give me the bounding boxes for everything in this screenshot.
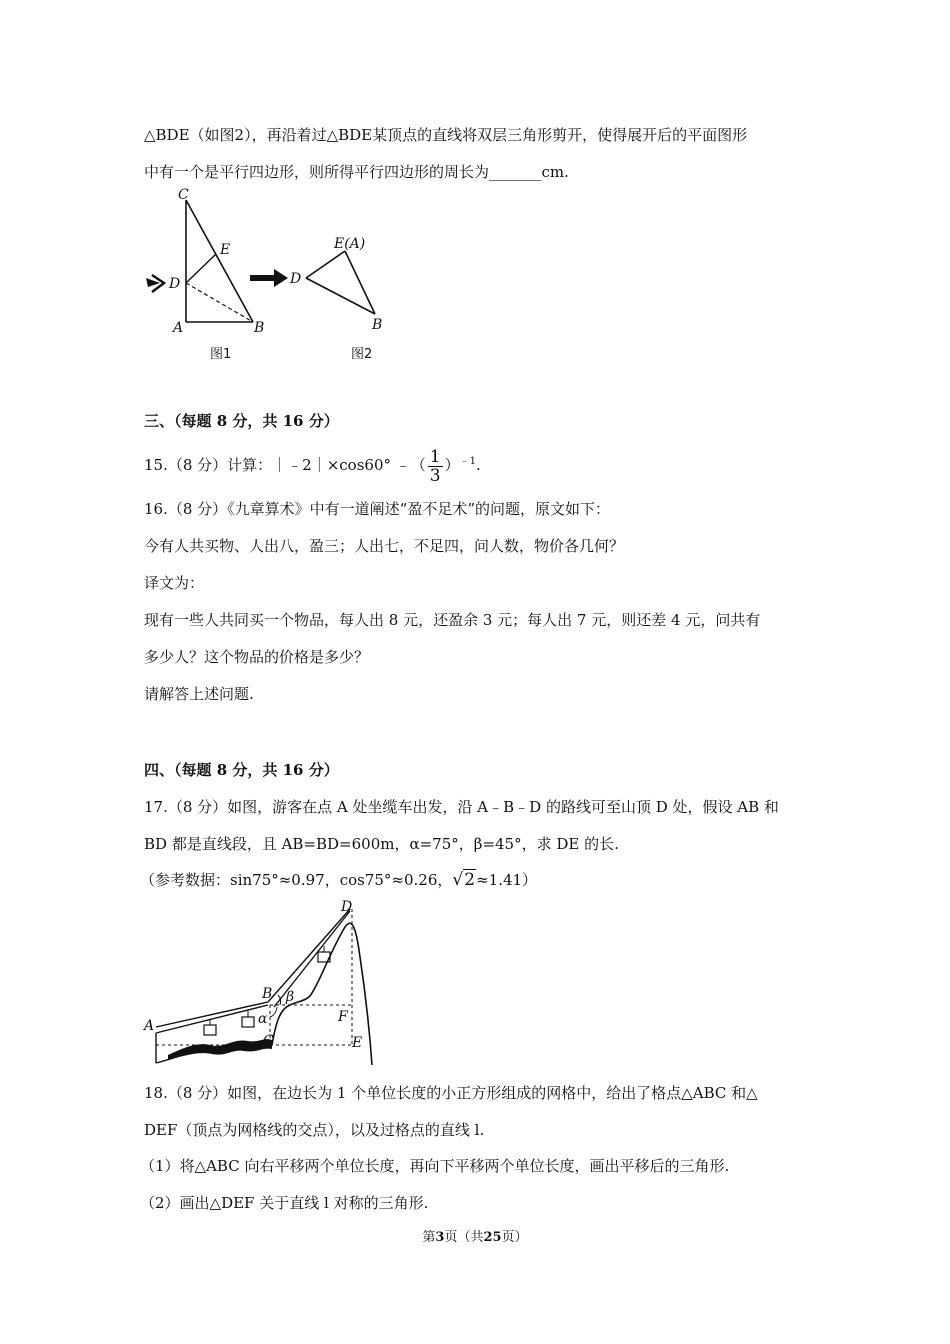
q16-line-6: 请解答上述问题. (144, 685, 254, 703)
q17-line-2: BD 都是直线段，且 AB=BD=600m，α=75°，β=45°，求 DE 的长. (144, 835, 619, 853)
q15-fraction (428, 448, 443, 485)
figure-cable-car (140, 897, 390, 1072)
fig1-caption: 图1 (210, 347, 232, 362)
q15-end: . (475, 456, 481, 474)
fig2-caption: 图2 (351, 347, 373, 362)
fig3-label-f: F (338, 1009, 348, 1025)
q18-line-4: （2）画出△DEF 关于直线 l 对称的三角形. (140, 1194, 429, 1212)
fig3-label-beta: β (286, 989, 295, 1005)
footer-total-pages: 25 (483, 1230, 502, 1245)
q17-ref-suffix: ≈1.41） (476, 871, 538, 889)
q15-frac-den: 3 (429, 465, 441, 486)
sqrt-symbol: √2 (452, 870, 476, 890)
fig2-label-b: B (372, 317, 383, 333)
footer-prefix: 第 (422, 1230, 436, 1245)
fig3-label-alpha: α (258, 1011, 268, 1027)
q15-paren: ） (444, 456, 460, 474)
fig1-label-e: E (220, 242, 231, 258)
question-15 (144, 444, 481, 485)
fig3-label-b: B (262, 986, 273, 1002)
footer-page-number: 3 (435, 1230, 445, 1245)
scissors-icon (146, 275, 164, 292)
fig3-label-e: E (352, 1035, 363, 1051)
footer-suffix: 页） (501, 1230, 528, 1245)
fig1-label-b: B (254, 320, 265, 336)
q16-line-2: 今有人共买物、人出八，盈三；人出七，不足四，问人数，物价各几何？ (144, 537, 625, 555)
fig1-label-a: A (173, 320, 184, 336)
footer-mid: 页（共 (444, 1230, 484, 1245)
q17-reference (140, 869, 537, 891)
q17-ref-prefix: （参考数据：sin75°≈0.97，cos75°≈0.26， (140, 871, 453, 889)
q16-line-5: 多少人？这个物品的价格是多少？ (144, 648, 370, 666)
fig3-label-d: D (341, 899, 353, 915)
fig1-label-d: D (169, 276, 181, 292)
q17-line-1: 17.（8 分）如图，游客在点 A 处坐缆车出发，沿 A﹣B﹣D 的路线可至山顶 D 处，假设 AB 和 (144, 798, 779, 816)
section-3-heading: 三、（每题 8 分，共 16 分） (144, 412, 339, 430)
q18-line-1: 18.（8 分）如图，在边长为 1 个单位长度的小正方形组成的网格中，给出了格点△ABC 和△ (144, 1084, 758, 1102)
page-footer (0, 1226, 950, 1245)
fig1-label-c: C (178, 187, 189, 203)
intro-line-2: 中有一个是平行四边形，则所得平行四边形的周长为_______cm. (144, 163, 569, 181)
q15-prefix: 15.（8 分）计算：｜﹣2｜×cos60° ﹣（ (144, 456, 426, 474)
q15-exponent: ﹣1 (459, 456, 476, 467)
q18-line-2: DEF（顶点为网格线的交点），以及过格点的直线 l. (144, 1121, 485, 1139)
fig3-label-a: A (144, 1018, 155, 1034)
arrow-right-icon (250, 269, 288, 287)
q15-frac-num: 1 (429, 446, 441, 467)
q17-ref-radicand: 2 (464, 870, 476, 890)
fig2-label-ea: E(A) (334, 236, 366, 252)
figure-1-2 (138, 184, 398, 369)
section-4-heading: 四、（每题 8 分，共 16 分） (144, 761, 339, 779)
q16-line-1: 16.（8 分）《九章算术》中有一道阐述“盈不足术”的问题，原文如下： (144, 500, 611, 518)
q16-line-4: 现有一些人共同买一个物品，每人出 8 元，还盈余 3 元；每人出 7 元，则还差 4 元，问共有 (144, 611, 761, 629)
q18-line-3: （1）将△ABC 向右平移两个单位长度，再向下平移两个单位长度，画出平移后的三角形. (140, 1157, 730, 1175)
fig3-label-c: C (263, 1033, 274, 1049)
q16-line-3: 译文为： (144, 574, 205, 592)
fig2-label-d: D (290, 271, 302, 287)
intro-line-1: △BDE（如图2），再沿着过△BDE某顶点的直线将双层三角形剪开，使得展开后的平面图形 (144, 126, 748, 144)
